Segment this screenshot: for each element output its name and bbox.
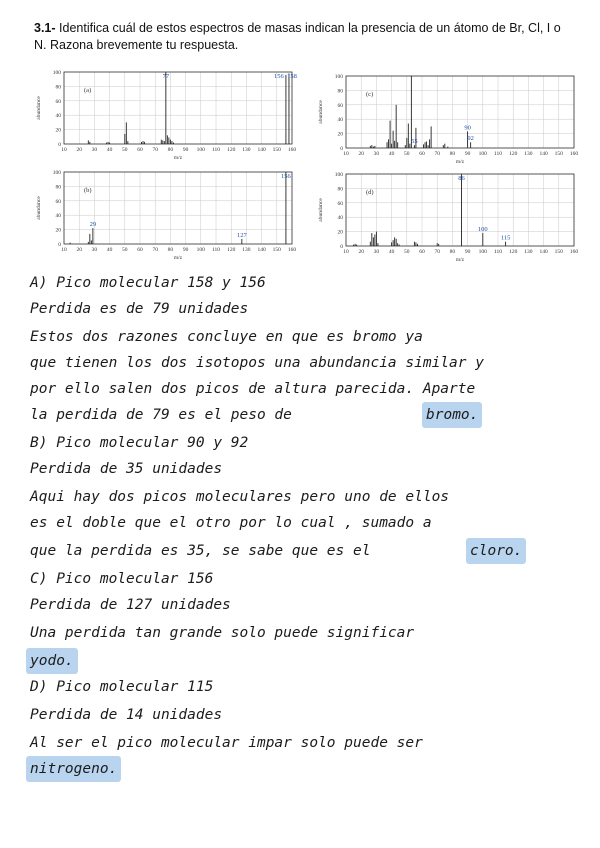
x-tick-label: 90 (182, 147, 189, 153)
x-tick-label: 60 (137, 247, 143, 253)
y-tick-label: 20 (337, 229, 343, 236)
y-tick-label: 20 (55, 127, 61, 134)
y-tick-label: 0 (58, 142, 61, 148)
x-tick-label: 110 (493, 151, 503, 157)
y-tick-label: 40 (337, 215, 343, 222)
answer-b-line-2: Perdida de 35 unidades (30, 461, 223, 477)
answer-d-line-1: D) Pico molecular 115 (30, 679, 214, 695)
x-tick-label: 130 (242, 147, 251, 153)
y-tick-label: 80 (55, 84, 61, 91)
x-tick-label: 120 (227, 147, 236, 153)
y-tick-label: 40 (337, 117, 343, 124)
answer-c-line-3: Una perdida tan grande solo puede significar (30, 625, 415, 641)
y-axis-label: abundance (318, 198, 324, 222)
answer-d-line-3: Al ser el pico molecular impar solo puede ser (30, 735, 423, 751)
x-tick-label: 140 (257, 147, 266, 153)
y-tick-label: 0 (340, 244, 343, 250)
x-tick-label: 160 (287, 247, 297, 253)
x-tick-label: 100 (478, 151, 487, 157)
x-tick-label: 140 (539, 249, 548, 255)
x-tick-label: 10 (61, 247, 67, 253)
panel-tag: (a) (84, 87, 92, 94)
answer-a-line-3: Estos dos razones concluye en que es bromo ya (30, 329, 423, 345)
plot-frame (346, 174, 574, 246)
plot-frame (346, 76, 574, 148)
x-tick-label: 80 (449, 151, 456, 157)
x-tick-label: 60 (419, 151, 425, 157)
answer-a-line-5: por ello salen dos picos de altura parecida. Aparte (30, 381, 476, 397)
x-tick-label: 130 (524, 249, 533, 255)
y-tick-label: 0 (340, 146, 343, 152)
x-tick-label: 60 (137, 147, 143, 153)
x-tick-label: 130 (242, 247, 251, 253)
y-tick-label: 100 (52, 70, 61, 76)
x-tick-label: 70 (152, 147, 158, 153)
x-tick-label: 50 (122, 147, 128, 153)
x-tick-label: 130 (524, 151, 533, 157)
y-tick-label: 60 (55, 198, 61, 205)
x-tick-label: 120 (509, 151, 518, 157)
peak-label: 77 (162, 73, 170, 80)
highlight-bromo: bromo. (422, 402, 482, 428)
x-axis-label: m/z (173, 155, 183, 161)
x-tick-label: 160 (569, 249, 579, 255)
highlight-nitrogeno: nitrogeno. (26, 756, 121, 782)
x-tick-label: 120 (509, 249, 518, 255)
question-body: Identifica cuál de estos espectros de masas indican la presencia de un átomo de Br, Cl, I o N. Razona brevemente tu respuesta. (34, 21, 561, 52)
x-axis-label: m/z (455, 257, 465, 263)
question-number: 3.1- (34, 21, 56, 35)
y-axis-label: abundance (318, 100, 324, 124)
peak-label: 100 (477, 226, 488, 234)
x-tick-label: 160 (569, 151, 579, 157)
spectrum-d (312, 168, 582, 263)
x-tick-label: 110 (211, 247, 221, 253)
x-tick-label: 100 (196, 247, 205, 253)
x-tick-label: 10 (343, 151, 349, 157)
highlight-cloro: cloro. (466, 538, 526, 564)
x-tick-label: 150 (554, 151, 563, 157)
spectrum-c (312, 70, 582, 165)
spectrum-plot (312, 70, 582, 165)
peak-label: 92 (467, 135, 474, 143)
answer-d-line-2: Perdida de 14 unidades (30, 707, 223, 723)
x-tick-label: 50 (404, 151, 410, 157)
x-tick-label: 100 (478, 249, 487, 255)
x-tick-label: 110 (211, 147, 221, 153)
x-tick-label: 90 (182, 247, 189, 253)
x-tick-label: 150 (554, 249, 563, 255)
panel-tag: (c) (366, 91, 374, 98)
x-tick-label: 90 (464, 249, 471, 255)
peak-label: 55 (411, 138, 418, 146)
y-tick-label: 40 (55, 213, 61, 220)
y-tick-label: 100 (334, 74, 343, 80)
answer-a-line-6: la perdida de 79 es el peso de (30, 407, 292, 423)
x-tick-label: 20 (358, 151, 364, 157)
x-tick-label: 10 (61, 147, 67, 153)
x-tick-label: 50 (404, 249, 410, 255)
x-tick-label: 40 (388, 249, 395, 255)
x-tick-label: 20 (358, 249, 364, 255)
peak-label: 127 (236, 231, 247, 239)
answer-c-line-2: Perdida de 127 unidades (30, 597, 231, 613)
x-tick-label: 20 (76, 147, 82, 153)
x-tick-label: 20 (76, 247, 82, 253)
plot-frame (64, 72, 292, 144)
x-tick-label: 30 (373, 249, 380, 255)
x-axis-label: m/z (173, 255, 183, 261)
x-tick-label: 150 (272, 147, 281, 153)
y-tick-label: 60 (337, 200, 343, 207)
x-tick-label: 80 (167, 147, 174, 153)
spectrum-a (30, 66, 300, 161)
y-tick-label: 80 (337, 186, 343, 193)
x-tick-label: 70 (434, 249, 440, 255)
x-tick-label: 110 (493, 249, 503, 255)
answer-a-line-2: Perdida es de 79 unidades (30, 301, 249, 317)
y-tick-label: 0 (58, 242, 61, 248)
x-tick-label: 10 (343, 249, 349, 255)
peak-label: 156 (274, 73, 284, 80)
y-tick-label: 100 (52, 170, 61, 176)
x-tick-label: 30 (91, 247, 98, 253)
x-tick-label: 140 (539, 151, 548, 157)
x-tick-label: 70 (434, 151, 440, 157)
y-tick-label: 60 (55, 98, 61, 105)
answer-a-line-4: que tienen los dos isotopos una abundancia similar y (30, 355, 484, 371)
answer-b-line-5: que la perdida es 35, se sabe que es el (30, 543, 371, 559)
y-tick-label: 40 (55, 113, 61, 120)
y-axis-label: abundance (36, 96, 42, 120)
peak-label: 90 (464, 124, 471, 132)
x-tick-label: 160 (287, 147, 297, 153)
panel-tag: (b) (84, 187, 92, 194)
x-tick-label: 40 (106, 147, 113, 153)
highlight-yodo: yodo. (26, 648, 78, 674)
x-tick-label: 70 (152, 247, 158, 253)
y-tick-label: 100 (334, 172, 343, 178)
x-tick-label: 30 (91, 147, 98, 153)
x-tick-label: 80 (449, 249, 456, 255)
spectrum-plot (30, 166, 300, 261)
x-tick-label: 60 (419, 249, 425, 255)
plot-frame (64, 172, 292, 244)
x-tick-label: 30 (373, 151, 380, 157)
peak-label: 158 (287, 73, 297, 80)
y-tick-label: 20 (337, 131, 343, 138)
x-tick-label: 90 (464, 151, 471, 157)
peak-label: 29 (89, 221, 97, 229)
answer-b-line-1: B) Pico molecular 90 y 92 (30, 435, 249, 451)
y-tick-label: 60 (337, 102, 343, 109)
x-tick-label: 120 (227, 247, 236, 253)
answer-b-line-4: es el doble que el otro por lo cual , sumado a (30, 515, 432, 531)
peak-label: 115 (500, 234, 511, 242)
x-tick-label: 50 (122, 247, 128, 253)
x-tick-label: 150 (272, 247, 281, 253)
y-tick-label: 80 (337, 88, 343, 95)
peak-label: 86 (458, 175, 465, 182)
answer-c-line-1: C) Pico molecular 156 (30, 571, 214, 587)
spectrum-b (30, 166, 300, 261)
x-axis-label: m/z (455, 159, 465, 165)
x-tick-label: 40 (388, 151, 395, 157)
answer-a-line-1: A) Pico molecular 158 y 156 (30, 275, 266, 291)
x-tick-label: 40 (106, 247, 113, 253)
peak-label: 156 (281, 173, 291, 180)
y-tick-label: 20 (55, 227, 61, 234)
spectrum-plot (312, 168, 582, 263)
answer-b-line-3: Aqui hay dos picos moleculares pero uno de ellos (30, 489, 450, 505)
panel-tag: (d) (366, 189, 374, 196)
x-tick-label: 80 (167, 247, 174, 253)
x-tick-label: 100 (196, 147, 205, 153)
y-tick-label: 80 (55, 184, 61, 191)
question-text (34, 20, 574, 54)
y-axis-label: abundance (36, 196, 42, 220)
spectrum-plot (30, 66, 300, 161)
x-tick-label: 140 (257, 247, 266, 253)
